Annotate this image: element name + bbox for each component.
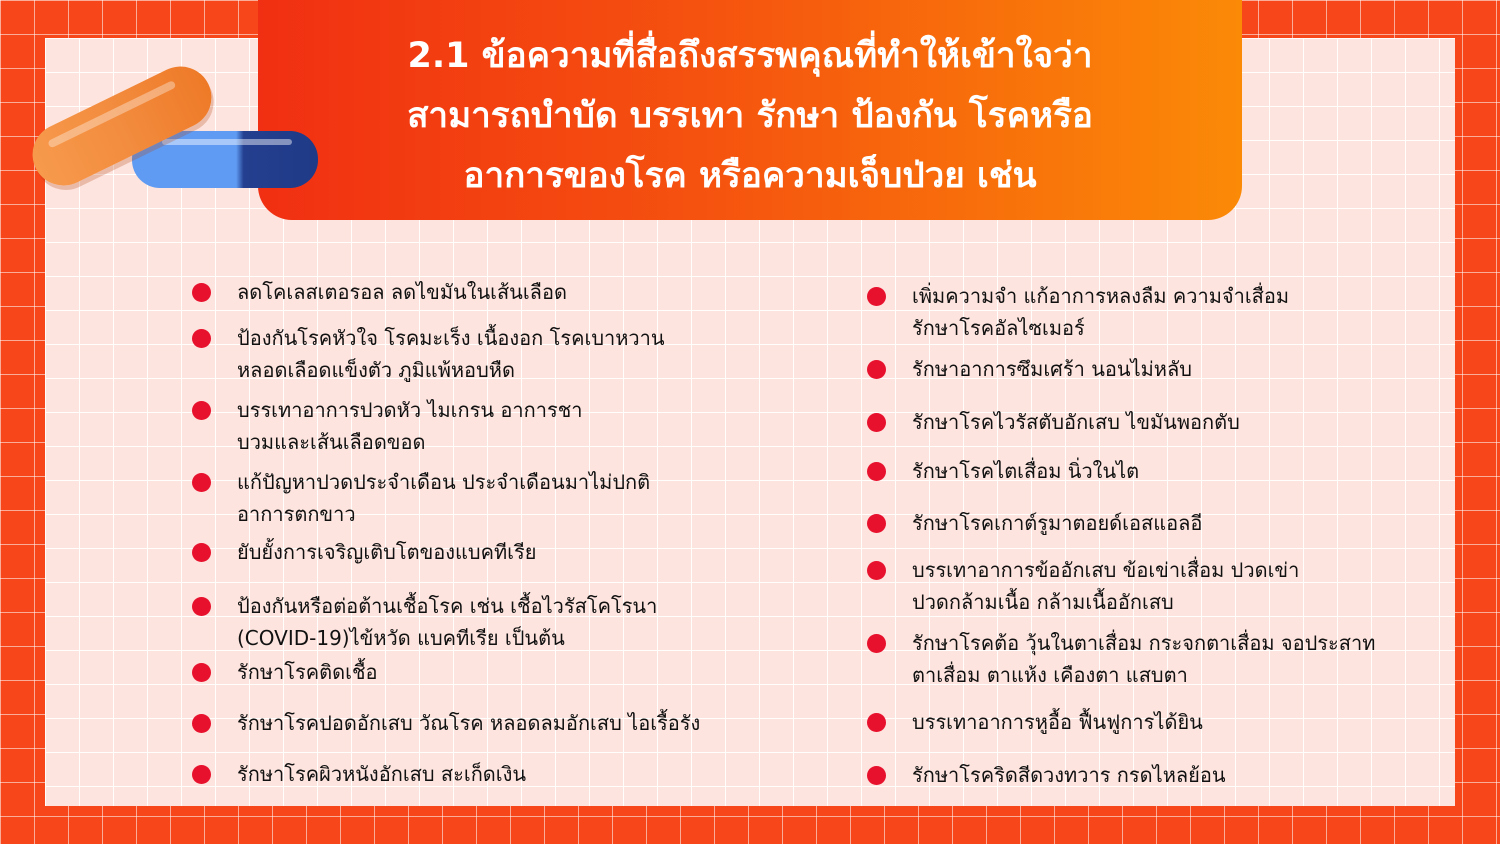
item-text: อาการตกขาว [237,502,356,526]
bullet-icon [867,634,886,653]
list-item [865,759,1465,791]
left-list [190,276,790,790]
list-item [190,276,790,308]
bullet-icon [192,401,211,420]
title-banner [258,0,1242,220]
bullet-icon [867,766,886,785]
title-line: อาการของโรค หรือความเจ็บป่วย เช่น [463,156,1037,196]
bullet-icon [192,714,211,733]
list-item [190,322,790,386]
bullet-icon [867,713,886,732]
list-item [865,280,1465,344]
list-item [865,406,1465,438]
item-text: รักษาโรคอัลไซเมอร์ [912,316,1085,340]
item-text: เพิ่มความจำ แก้อาการหลงลืม ความจำเสื่อม [912,284,1290,308]
bullet-icon [867,287,886,306]
item-text: ปวดกล้ามเนื้อ กล้ามเนื้ออักเสบ [912,590,1174,614]
item-text: บรรเทาอาการหูอื้อ ฟื้นฟูการได้ยิน [912,710,1203,734]
list-item [190,590,790,654]
item-text: หลอดเลือดแข็งตัว ภูมิแพ้หอบหืด [237,358,515,382]
bullet-icon [192,329,211,348]
list-item [865,455,1465,487]
list-item [190,707,790,739]
item-text: รักษาโรคผิวหนังอักเสบ สะเก็ดเงิน [237,762,527,786]
list-item [865,706,1465,738]
bullet-icon [192,543,211,562]
item-text: บรรเทาอาการปวดหัว ไมเกรน อาการชา [237,398,583,422]
list-item [190,758,790,790]
item-text: บวมและเส้นเลือดขอด [237,430,426,454]
item-text: ลดโคเลสเตอรอล ลดไขมันในเส้นเลือด [237,280,567,304]
list-item [190,466,790,530]
list-item [190,394,790,458]
bullet-icon [867,413,886,432]
list-item [190,656,790,688]
list-item [190,536,790,568]
bullet-icon [867,514,886,533]
bullet-icon [867,561,886,580]
item-text: ยับยั้งการเจริญเติบโตของแบคทีเรีย [237,540,537,564]
list-item [865,554,1465,618]
item-text: บรรเทาอาการข้ออักเสบ ข้อเข่าเสื่อม ปวดเข่า [912,558,1300,582]
item-text: รักษาโรคปอดอักเสบ วัณโรค หลอดลมอักเสบ ไอเรื้อรัง [237,711,701,735]
bullet-icon [867,360,886,379]
item-text: รักษาโรคริดสีดวงทวาร กรดไหลย้อน [912,763,1226,787]
item-text: ป้องกันหรือต่อต้านเชื้อโรค เช่น เชื้อไวรัสโคโรนา [237,594,658,618]
item-text: ป้องกันโรคหัวใจ โรคมะเร็ง เนื้องอก โรคเบาหวาน [237,326,665,350]
item-text: (COVID-19)ไข้หวัด แบคทีเรีย เป็นต้น [237,626,565,650]
list-item [865,507,1465,539]
item-text: รักษาโรคติดเชื้อ [237,660,378,684]
title-line: 2.1 ข้อความที่สื่อถึงสรรพคุณที่ทำให้เข้าใจว่า [407,36,1093,76]
item-text: รักษาโรคไตเสื่อม นิ่วในไต [912,459,1140,483]
item-text: รักษาโรคไวรัสตับอักเสบ ไขมันพอกตับ [912,410,1240,434]
bullet-icon [192,597,211,616]
bullet-icon [192,473,211,492]
list-item [865,627,1465,691]
bullet-icon [192,283,211,302]
item-text: แก้ปัญหาปวดประจำเดือน ประจำเดือนมาไม่ปกติ [237,470,651,494]
title-line: สามารถบำบัด บรรเทา รักษา ป้องกัน โรคหรือ [407,96,1093,136]
bullet-icon [867,462,886,481]
bullet-icon [192,765,211,784]
item-text: รักษาอาการซึมเศร้า นอนไม่หลับ [912,357,1192,381]
item-text: ตาเสื่อม ตาแห้ง เคืองตา แสบตา [912,663,1188,687]
item-text: รักษาโรคต้อ วุ้นในตาเสื่อม กระจกตาเสื่อม จอประสาท [912,631,1376,655]
right-list [865,280,1465,791]
list-item [865,353,1465,385]
item-text: รักษาโรคเกาต์รูมาตอยด์เอสแอลอี [912,511,1203,535]
bullet-icon [192,663,211,682]
